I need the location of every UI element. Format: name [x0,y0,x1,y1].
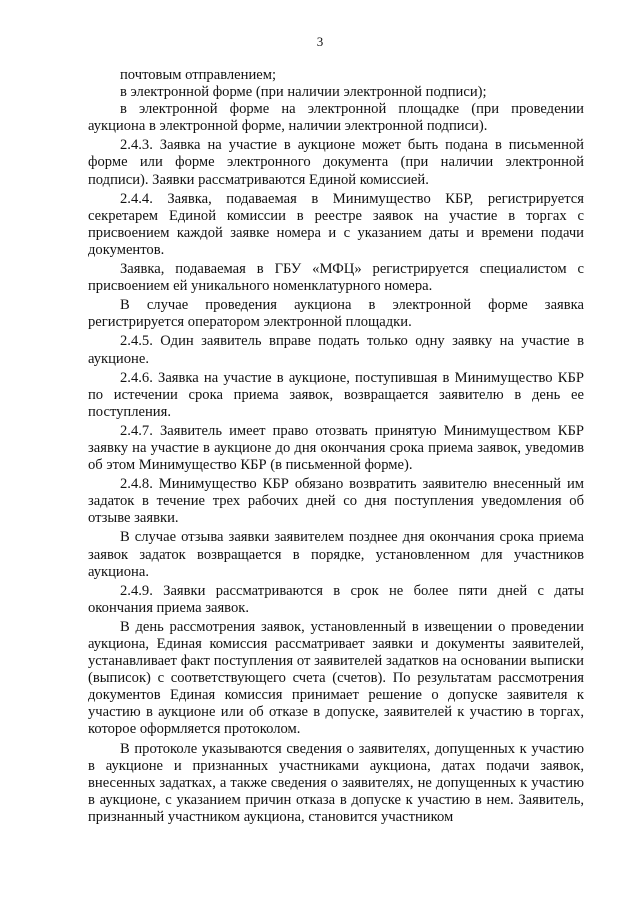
paragraph-2-4-8: 2.4.8. Минимущество КБР обязано возвратить заявителю внесенный им задаток в течение трех рабочих дней со дня поступления уведомления об отзыве заявки. [88,476,584,527]
paragraph-3: в электронной форме на электронной площадке (при проведении аукциона в электронной форме, наличии электронной подписи). [88,101,584,135]
paragraph-2-4-9: 2.4.9. Заявки рассматриваются в срок не более пяти дней с даты окончания приема заявок. [88,582,584,616]
page-number: 3 [316,34,324,49]
paragraph-2-4-3: 2.4.3. Заявка на участие в аукционе может быть подана в письменной форме или форме электронного документа (при наличии электронной подписи). Заявки рассматриваются Единой комиссией. [88,137,584,188]
document-body [88,67,584,826]
paragraph-2-4-6: 2.4.6. Заявка на участие в аукционе, поступившая в Минимущество КБР по истечении срока приема заявок, возвращается заявителю в день ее поступления. [88,369,584,420]
paragraph-2-4-5: 2.4.5. Один заявитель вправе подать только одну заявку на участие в аукционе. [88,333,584,367]
paragraph-2-4-4: 2.4.4. Заявка, подаваемая в Минимущество КБР, регистрируется секретарем Единой комиссии в реестре заявок на участие в торгах с присвоением каждой заявке номера и с указанием даты и времени подачи документов. [88,190,584,258]
paragraph-2: в электронной форме (при наличии электронной подписи); [120,84,487,101]
paragraph-1: почтовым отправлением; [120,67,277,83]
paragraph-2-4-7: 2.4.7. Заявитель имеет право отозвать принятую Минимуществом КБР заявку на участие в аукционе до дня окончания срока приема заявок, уведомив об этом Минимущество КБР (в письменной форме). [88,422,584,474]
paragraph-electronic-registration: В случае проведения аукциона в электронной форме заявка регистрируется оператором электронной площадки. [88,297,584,331]
paragraph-late-withdrawal: В случае отзыва заявки заявителем позднее дня окончания срока приема заявок задаток возвращается в порядке, установленном для участников аукциона. [88,529,584,580]
paragraph-protocol: В протоколе указываются сведения о заявителях, допущенных к участию в аукционе и признанных участниками аукциона, датах подачи заявок, внесенных задатках, а также сведения о заявителях, не допущенных к участию в аукционе, с указанием причин отказа в допуске к участию в нем. Заявитель, признанный участником аукциона, становится участником [88,740,584,825]
paragraph-review-day: В день рассмотрения заявок, установленный в извещении о проведении аукциона, Единая комиссия рассматривает заявки и документы заявителей, устанавливает факт поступления от заявителей задатков на основании выписки (выписок) с соответствующего счета (счетов). По результатам рассмотрения документов Единая комиссия принимает решение о допуске заявителя к участию в аукционе или об отказе в допуске, заявителей к участию в торгах, которое оформляется протоколом. [88,618,584,738]
paragraph-mfc-registration: Заявка, подаваемая в ГБУ «МФЦ» регистрируется специалистом с присвоением ей уникального номенклатурного номера. [88,261,584,295]
